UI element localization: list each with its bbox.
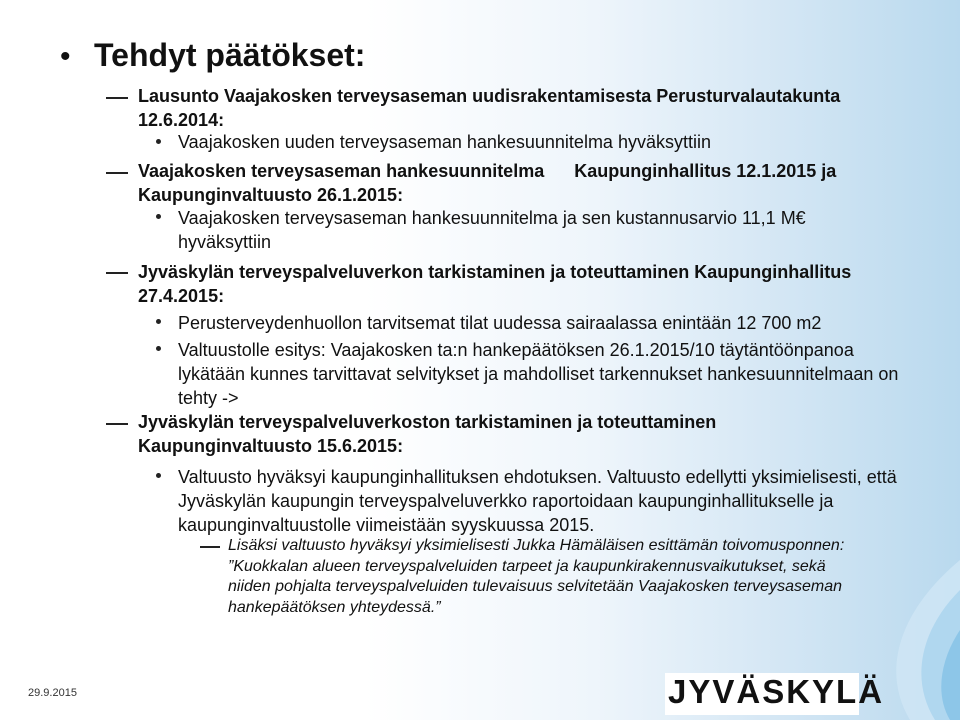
dot-bullet-icon xyxy=(156,214,161,219)
list-item-text: Valtuusto hyväksyi kaupunginhallituksen ehdotuksen. Valtuusto edellytti yksimielisesti, että Jyväskylän kaupungin terveyspalveluverkko raportoidaan kaupunginhallitukselle ja kaupunginvaltuustolle viimeistään syyskuussa 2015. xyxy=(178,467,902,535)
dot-bullet-icon xyxy=(156,473,161,478)
list-item xyxy=(138,410,878,458)
list-item xyxy=(138,260,878,308)
list-item xyxy=(138,159,878,207)
list-item-text: Jyväskylän terveyspalveluverkon tarkistaminen ja toteuttaminen Kaupunginhallitus 27.4.2015: xyxy=(138,262,857,306)
list-item xyxy=(178,130,900,154)
list-item xyxy=(228,536,868,618)
list-item xyxy=(178,311,900,335)
footer-date: 29.9.2015 xyxy=(28,687,77,699)
dot-bullet-icon xyxy=(156,346,161,351)
title-bullet-icon: • xyxy=(60,40,71,73)
list-item xyxy=(178,206,900,254)
dash-bullet-icon xyxy=(106,172,128,174)
list-item xyxy=(178,465,900,537)
dash-bullet-icon xyxy=(200,546,220,548)
list-item-text: Vaajakosken uuden terveysaseman hankesuunnitelma hyväksyttiin xyxy=(178,132,711,152)
list-item xyxy=(178,338,904,410)
list-item-text: Lausunto Vaajakosken terveysaseman uudisrakentamisesta Perusturvalautakunta 12.6.2014: xyxy=(138,86,846,130)
slide-title: Tehdyt päätökset: xyxy=(94,37,366,73)
slide-title-row xyxy=(60,38,365,73)
jyvaskyla-logo: JYVÄSKYLÄ xyxy=(668,673,885,710)
list-item-text: Vaajakosken terveysaseman hankesuunnitelma Kaupunginhallitus 12.1.2015 ja Kaupunginvaltuusto 26.1.2015: xyxy=(138,161,842,205)
list-item-text: Valtuustolle esitys: Vaajakosken ta:n hankepäätöksen 26.1.2015/10 täytäntöönpanoa lykätään kunnes tarvittavat selvitykset ja mahdolliset tarkennukset hankesuunnitelmaan on tehty -> xyxy=(178,340,904,408)
list-item-text: Vaajakosken terveysaseman hankesuunnitelma ja sen kustannusarvio 11,1 M€ hyväksyttiin xyxy=(178,208,811,252)
dot-bullet-icon xyxy=(156,319,161,324)
list-item-text: Jyväskylän terveyspalveluverkoston tarkistaminen ja toteuttaminen Kaupunginvaltuusto 15.6.2015: xyxy=(138,412,722,456)
dash-bullet-icon xyxy=(106,423,128,425)
list-item xyxy=(138,84,878,132)
dash-bullet-icon xyxy=(106,272,128,274)
list-item-text: Perusterveydenhuollon tarvitsemat tilat uudessa sairaalassa enintään 12 700 m2 xyxy=(178,313,822,333)
list-item-text: Lisäksi valtuusto hyväksyi yksimielisesti Jukka Hämäläisen esittämän toivomusponnen: ”Kuokkalan alueen terveyspalveluiden tarpeet ja kaupunkirakennusvaikutukset, sekä niiden pohjalta terveyspalveluiden tulevaisuus selvitetään Vaajakosken terveysaseman hankepäätöksen yhteydessä.” xyxy=(228,537,849,616)
dash-bullet-icon xyxy=(106,97,128,99)
dot-bullet-icon xyxy=(156,139,161,144)
